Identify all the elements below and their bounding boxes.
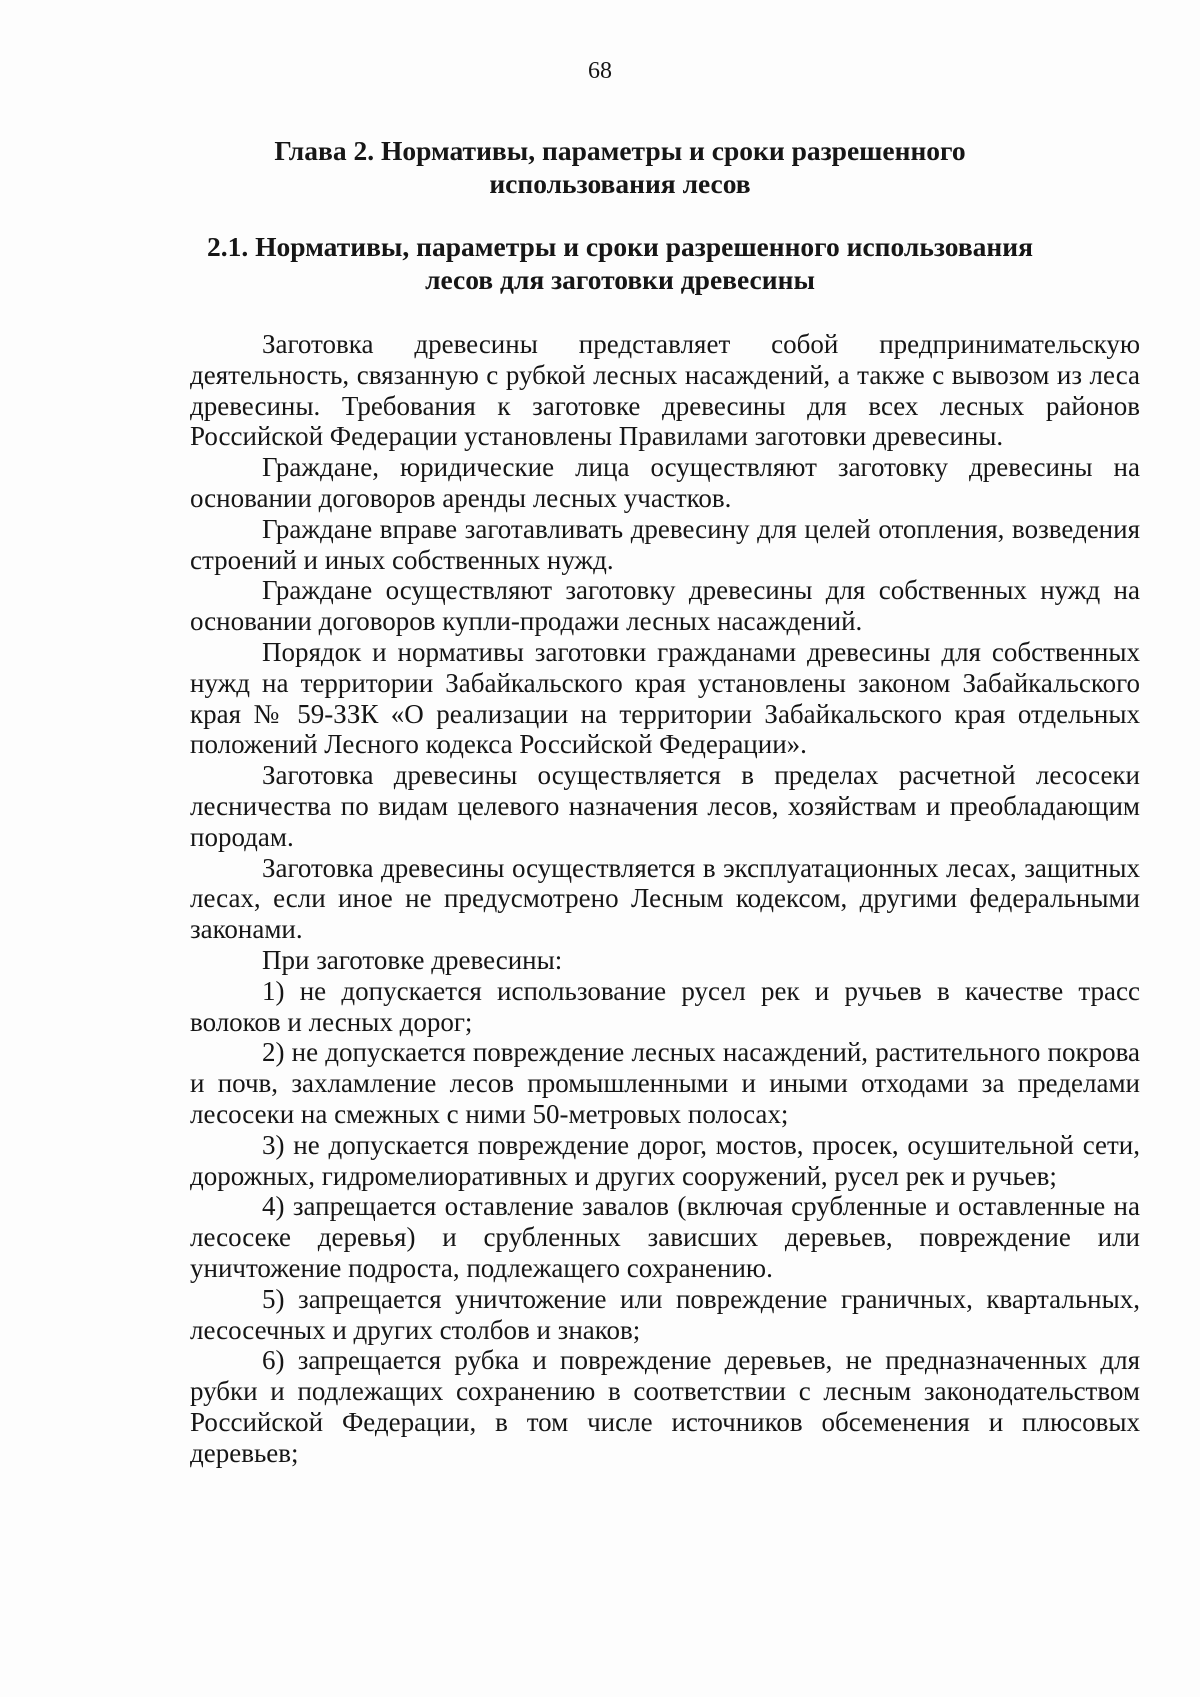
page-number: 68 [588, 58, 612, 84]
list-item: 2) не допускается повреждение лесных насаждений, растительного покрова и почв, захламление лесов промышленными и иными отходами за пределами лесосеки на смежных с ними 50-метровых полосах; [190, 1037, 1140, 1129]
list-item: 5) запрещается уничтожение или повреждение граничных, квартальных, лесосечных и других столбов и знаков; [190, 1283, 1140, 1345]
paragraph: Граждане осуществляют заготовку древесины для собственных нужд на основании договоров купли-продажи лесных насаждений. [190, 575, 1140, 637]
paragraph: Граждане вправе заготавливать древесину для целей отопления, возведения строений и иных собственных нужд. [190, 513, 1140, 575]
paragraph: Граждане, юридические лица осуществляют заготовку древесины на основании договоров аренды лесных участков. [190, 452, 1140, 513]
chapter-title: Глава 2. Нормативы, параметры и сроки разрешенного использования лесов [274, 135, 966, 199]
section-title: 2.1. Нормативы, параметры и сроки разрешенного использования лесов для заготовки древесины [206, 231, 1033, 295]
body-text [190, 329, 1140, 1468]
paragraph: Заготовка древесины осуществляется в эксплуатационных лесах, защитных лесах, если иное не предусмотрено Лесным кодексом, другими федеральными законами. [190, 852, 1140, 945]
list-item: 6) запрещается рубка и повреждение деревьев, не предназначенных для рубки и подлежащих сохранению в соответствии с лесным законодательством Российской Федерации, в том числе источников обсеменения и плюсовых деревьев; [190, 1345, 1140, 1468]
list-item: 1) не допускается использование русел рек и ручьев в качестве трасс волоков и лесных дорог; [190, 975, 1140, 1037]
list-item: 3) не допускается повреждение дорог, мостов, просек, осушительной сети, дорожных, гидромелиоративных и других сооружений, русел рек и ручьев; [190, 1129, 1140, 1191]
paragraph-lead-in: При заготовке древесины: [262, 944, 563, 975]
paragraph: Заготовка древесины представляет собой предпринимательскую деятельность, связанную с рубкой лесных насаждений, а также с вывозом из леса древесины. Требования к заготовке древесины для всех лесных районов Российской Федерации установлены Правилами заготовки древесины. [190, 329, 1140, 452]
list-item: 4) запрещается оставление завалов (включая срубленные и оставленные на лесосеке деревья) и срубленных зависших деревьев, повреждение или уничтожение подроста, подлежащего сохранению. [190, 1191, 1140, 1283]
paragraph: Заготовка древесины осуществляется в пределах расчетной лесосеки лесничества по видам целевого назначения лесов, хозяйствам и преобладающим породам. [190, 760, 1140, 852]
paragraph: Порядок и нормативы заготовки гражданами древесины для собственных нужд на территории Забайкальского края установлены законом Забайкальского края № 59-ЗЗК «О реализации на территории Забайкальского края отдельных положений Лесного кодекса Российской Федерации». [190, 636, 1140, 760]
